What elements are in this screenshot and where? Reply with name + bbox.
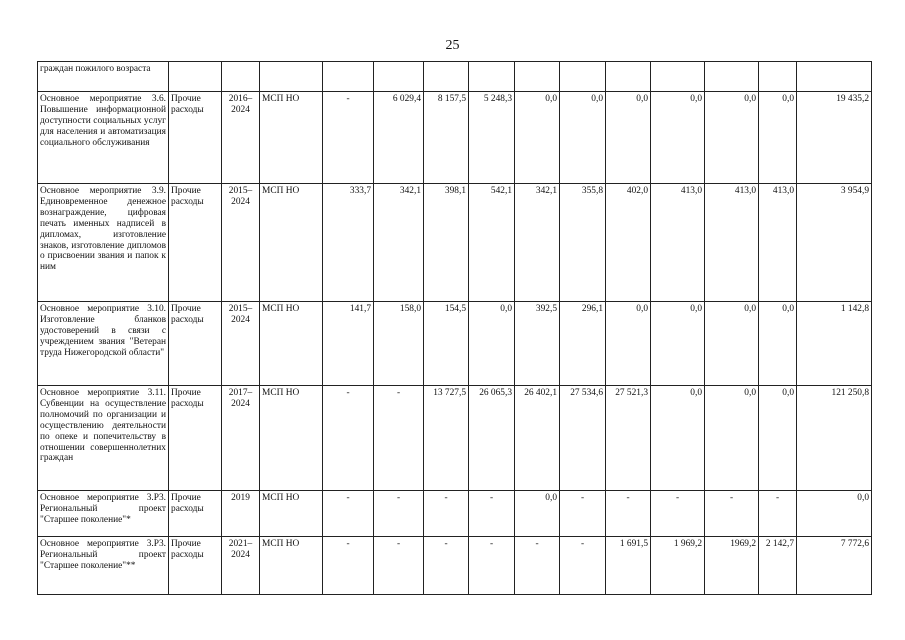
- year-value-cell: -: [606, 491, 651, 537]
- period-cell: 2017–2024: [222, 386, 260, 491]
- expense-type-cell: Прочие расходы: [169, 386, 222, 491]
- period-cell: 2019: [222, 491, 260, 537]
- year-value-cell: -: [424, 537, 469, 595]
- total-cell: 19 435,2: [797, 92, 872, 184]
- table-row: [38, 62, 872, 92]
- year-value-cell: 296,1: [560, 302, 606, 386]
- year-value-cell: [705, 62, 759, 92]
- year-value-cell: 398,1: [424, 184, 469, 302]
- year-value-cell: -: [705, 491, 759, 537]
- year-value-cell: 392,5: [515, 302, 560, 386]
- year-value-cell: 0,0: [705, 386, 759, 491]
- measure-name-cell: Основное мероприятие 3.P3. Региональный проект "Старшее поколение"*: [38, 491, 169, 537]
- year-value-cell: -: [651, 491, 705, 537]
- executor-cell: [260, 62, 323, 92]
- year-value-cell: 342,1: [374, 184, 424, 302]
- year-value-cell: [469, 62, 515, 92]
- period-cell: 2016–2024: [222, 92, 260, 184]
- year-value-cell: [515, 62, 560, 92]
- total-cell: 1 142,8: [797, 302, 872, 386]
- year-value-cell: 0,0: [759, 92, 797, 184]
- year-value-cell: 154,5: [424, 302, 469, 386]
- year-value-cell: -: [323, 491, 374, 537]
- year-value-cell: 0,0: [759, 302, 797, 386]
- period-cell: 2021–2024: [222, 537, 260, 595]
- year-value-cell: 0,0: [705, 302, 759, 386]
- year-value-cell: -: [374, 491, 424, 537]
- expense-type-cell: Прочие расходы: [169, 92, 222, 184]
- year-value-cell: [323, 62, 374, 92]
- year-value-cell: 355,8: [560, 184, 606, 302]
- year-value-cell: -: [374, 386, 424, 491]
- year-value-cell: -: [560, 537, 606, 595]
- year-value-cell: [374, 62, 424, 92]
- executor-cell: МСП НО: [260, 537, 323, 595]
- year-value-cell: 0,0: [560, 92, 606, 184]
- year-value-cell: [651, 62, 705, 92]
- year-value-cell: 0,0: [651, 92, 705, 184]
- year-value-cell: 0,0: [606, 92, 651, 184]
- page-number: 25: [445, 38, 460, 53]
- table-row: [38, 92, 872, 184]
- year-value-cell: -: [323, 537, 374, 595]
- executor-cell: МСП НО: [260, 184, 323, 302]
- year-value-cell: 26 065,3: [469, 386, 515, 491]
- measure-name-cell: Основное мероприятие 3.9. Единовременное денежное вознаграждение, цифровая печать именных надписей в дипломах, изготовление знаков, изготовление дипломов о присвоении звания и папок к ним: [38, 184, 169, 302]
- year-value-cell: 413,0: [705, 184, 759, 302]
- table-row: [38, 537, 872, 595]
- year-value-cell: 1 691,5: [606, 537, 651, 595]
- table-row: [38, 386, 872, 491]
- total-cell: [797, 62, 872, 92]
- year-value-cell: 342,1: [515, 184, 560, 302]
- executor-cell: МСП НО: [260, 386, 323, 491]
- year-value-cell: -: [374, 537, 424, 595]
- year-value-cell: 413,0: [651, 184, 705, 302]
- year-value-cell: 0,0: [515, 491, 560, 537]
- year-value-cell: 333,7: [323, 184, 374, 302]
- year-value-cell: -: [759, 491, 797, 537]
- year-value-cell: -: [323, 92, 374, 184]
- year-value-cell: 413,0: [759, 184, 797, 302]
- year-value-cell: [560, 62, 606, 92]
- year-value-cell: 2 142,7: [759, 537, 797, 595]
- year-value-cell: 0,0: [651, 302, 705, 386]
- year-value-cell: 5 248,3: [469, 92, 515, 184]
- year-value-cell: [424, 62, 469, 92]
- year-value-cell: 542,1: [469, 184, 515, 302]
- budget-table: [37, 61, 872, 595]
- year-value-cell: -: [469, 537, 515, 595]
- measure-name-cell: Основное мероприятие 3.11. Субвенции на осуществление полномочий по организации и осуществлению деятельности по опеке и попечительству в отношении совершеннолетних граждан: [38, 386, 169, 491]
- year-value-cell: [606, 62, 651, 92]
- period-cell: [222, 62, 260, 92]
- measure-name-cell: граждан пожилого возраста: [38, 62, 169, 92]
- expense-type-cell: Прочие расходы: [169, 537, 222, 595]
- period-cell: 2015–2024: [222, 184, 260, 302]
- year-value-cell: -: [560, 491, 606, 537]
- year-value-cell: 26 402,1: [515, 386, 560, 491]
- executor-cell: МСП НО: [260, 92, 323, 184]
- total-cell: 7 772,6: [797, 537, 872, 595]
- year-value-cell: 1969,2: [705, 537, 759, 595]
- year-value-cell: 6 029,4: [374, 92, 424, 184]
- year-value-cell: 13 727,5: [424, 386, 469, 491]
- year-value-cell: 27 534,6: [560, 386, 606, 491]
- year-value-cell: 402,0: [606, 184, 651, 302]
- table-row: [38, 302, 872, 386]
- year-value-cell: 0,0: [759, 386, 797, 491]
- measure-name-cell: Основное мероприятие 3.P3. Региональный проект "Старшее поколение"**: [38, 537, 169, 595]
- year-value-cell: -: [424, 491, 469, 537]
- year-value-cell: [759, 62, 797, 92]
- year-value-cell: 8 157,5: [424, 92, 469, 184]
- total-cell: 0,0: [797, 491, 872, 537]
- total-cell: 121 250,8: [797, 386, 872, 491]
- year-value-cell: 158,0: [374, 302, 424, 386]
- total-cell: 3 954,9: [797, 184, 872, 302]
- year-value-cell: 1 969,2: [651, 537, 705, 595]
- year-value-cell: -: [515, 537, 560, 595]
- measure-name-cell: Основное мероприятие 3.6. Повышение информационной доступности социальных услуг для населения и автоматизация социального обслуживания: [38, 92, 169, 184]
- year-value-cell: 0,0: [651, 386, 705, 491]
- executor-cell: МСП НО: [260, 302, 323, 386]
- table-body: [38, 62, 872, 595]
- expense-type-cell: Прочие расходы: [169, 302, 222, 386]
- executor-cell: МСП НО: [260, 491, 323, 537]
- expense-type-cell: Прочие расходы: [169, 491, 222, 537]
- year-value-cell: 0,0: [606, 302, 651, 386]
- table-row: [38, 184, 872, 302]
- period-cell: 2015–2024: [222, 302, 260, 386]
- year-value-cell: 0,0: [515, 92, 560, 184]
- expense-type-cell: [169, 62, 222, 92]
- year-value-cell: 27 521,3: [606, 386, 651, 491]
- year-value-cell: 0,0: [469, 302, 515, 386]
- measure-name-cell: Основное мероприятие 3.10. Изготовление бланков удостоверений в связи с учреждением звания "Ветеран труда Нижегородской области": [38, 302, 169, 386]
- year-value-cell: 0,0: [705, 92, 759, 184]
- year-value-cell: -: [323, 386, 374, 491]
- table-row: [38, 491, 872, 537]
- year-value-cell: 141,7: [323, 302, 374, 386]
- expense-type-cell: Прочие расходы: [169, 184, 222, 302]
- year-value-cell: -: [469, 491, 515, 537]
